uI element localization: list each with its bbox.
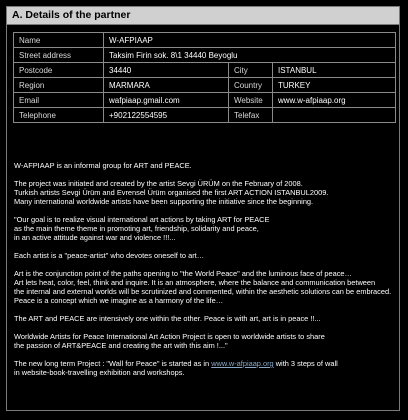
name-value: W-AFPIAAP <box>104 33 396 48</box>
email-website-row <box>14 93 396 108</box>
city-value: ISTANBUL <box>273 63 396 78</box>
region-country-row <box>14 78 396 93</box>
partner-details-table <box>13 32 396 123</box>
email-value: wafpiaap.gmail.com <box>104 93 229 108</box>
description-paragraph-2: The project was initiated and created by the artist Sevgi ÜRÜM on the February of 2008. Turkish artists Sevgi Ürüm and Evrensel Ürüm organised the first ART ACTION ISTANBUL2009. Many international worldwide artists have been supporting the initiative since the beginning. <box>14 179 329 206</box>
website-value: www.w-afpiaap.org <box>273 93 396 108</box>
description-paragraph-7: Worldwide Artists for Peace International Art Action Project is open to worldwide artists to share the passion of ART&PEACE and creating the art with this aim !..." <box>14 332 325 350</box>
telefax-label: Telefax <box>229 108 273 123</box>
telephone-label: Telephone <box>14 108 104 123</box>
country-label: Country <box>229 78 273 93</box>
name-row <box>14 33 396 48</box>
street-value: Taksim Firin sok. 8\1 34440 Beyoglu <box>104 48 396 63</box>
website-label: Website <box>229 93 273 108</box>
postcode-label: Postcode <box>14 63 104 78</box>
description-paragraph-3: "Our goal is to realize visual international art actions by taking ART for PEACE as the main theme theme in promoting art, friendship, solidarity and peace, in an active attitude against war and violence !!!... <box>14 215 270 242</box>
country-value: TURKEY <box>273 78 396 93</box>
city-label: City <box>229 63 273 78</box>
description-paragraph-1: W-AFPIAAP is an informal group for ART and PEACE. <box>14 161 192 170</box>
wall-for-peace-text-end: with 3 steps of wall in website-book-travelling exhibition and workshops. <box>14 359 338 377</box>
description-paragraph-4: Each artist is a "peace-artist" who devotes oneself to art… <box>14 251 205 260</box>
telefax-value <box>273 108 396 123</box>
partner-details-panel <box>6 6 400 411</box>
partner-description <box>14 161 399 377</box>
section-header: A. Details of the partner <box>7 7 399 25</box>
description-paragraph-6: The ART and PEACE are intensively one within the other. Peace is with art, art is in peace !!... <box>14 314 321 323</box>
street-label: Street address <box>14 48 104 63</box>
postcode-city-row <box>14 63 396 78</box>
street-row <box>14 48 396 63</box>
email-label: Email <box>14 93 104 108</box>
website-link[interactable]: www.w-afpiaap.org <box>211 359 274 368</box>
region-value: MARMARA <box>104 78 229 93</box>
description-paragraph-8 <box>14 359 399 377</box>
description-paragraph-5: Art is the conjunction point of the paths opening to "the World Peace" and the luminous face of peace… Art lets heat, color, feel, think and inquire. It is an atmosphere, where the balance and communication between the internal and external worlds will be scrutinized and commented, within the aesthetic solutions can be embraced. Peace is a concept which we imagine as a harmony of the life… <box>14 269 392 305</box>
wall-for-peace-text: The new long term Project : "Wall for Peace" is started as in <box>14 359 212 368</box>
telephone-value: +902122554595 <box>104 108 229 123</box>
region-label: Region <box>14 78 104 93</box>
telephone-telefax-row <box>14 108 396 123</box>
postcode-value: 34440 <box>104 63 229 78</box>
name-label: Name <box>14 33 104 48</box>
